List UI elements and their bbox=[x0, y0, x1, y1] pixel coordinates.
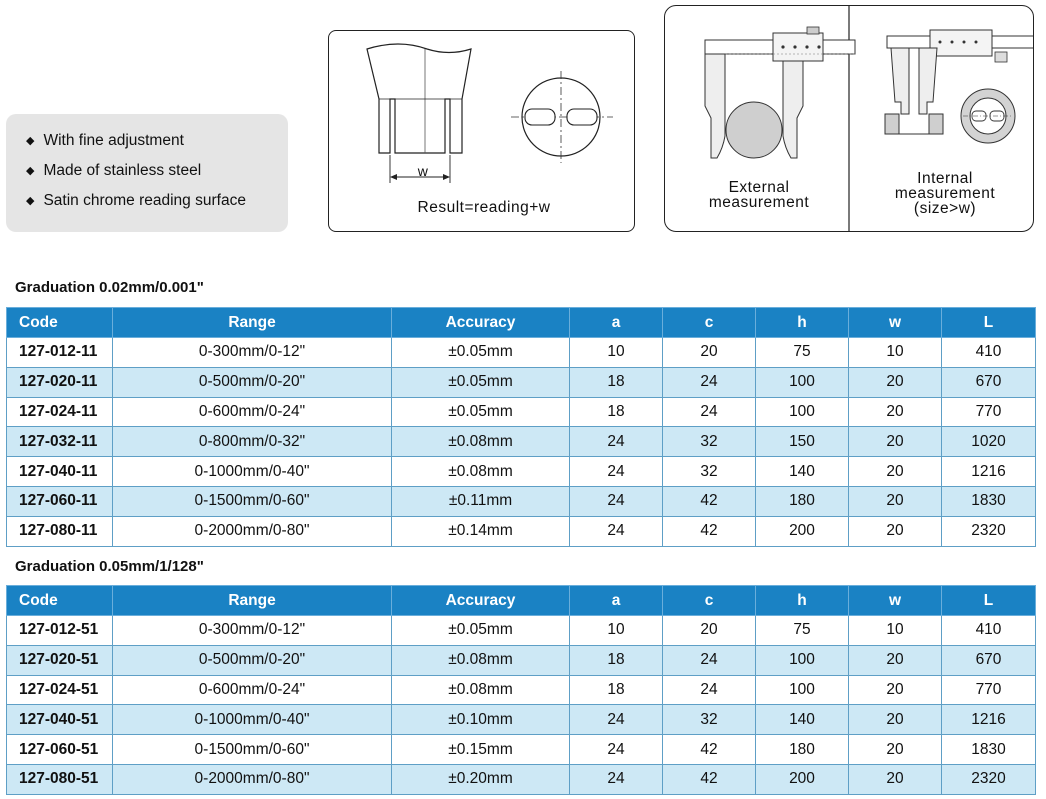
cell-a: 24 bbox=[570, 457, 663, 487]
cell-h: 100 bbox=[756, 367, 849, 397]
spec-table-graduation-002 bbox=[6, 307, 1036, 547]
cell-h: 140 bbox=[756, 457, 849, 487]
column-header-c: c bbox=[663, 308, 756, 338]
cell-l: 2320 bbox=[942, 764, 1036, 794]
cell-accuracy: ±0.08mm bbox=[392, 675, 570, 705]
table-row bbox=[7, 616, 1036, 646]
feature-item bbox=[26, 130, 288, 160]
external-caption-line2: measurement bbox=[708, 194, 810, 211]
column-header-accuracy: Accuracy bbox=[392, 586, 570, 616]
cell-w: 20 bbox=[849, 486, 942, 516]
column-header-range: Range bbox=[113, 586, 392, 616]
diamond-bullet-icon: ◆ bbox=[26, 165, 35, 177]
result-caption: Result=reading+w bbox=[417, 199, 551, 216]
cell-code: 127-060-51 bbox=[7, 735, 113, 765]
cell-accuracy: ±0.08mm bbox=[392, 645, 570, 675]
table-row bbox=[7, 735, 1036, 765]
column-header-h: h bbox=[756, 308, 849, 338]
table-row bbox=[7, 486, 1036, 516]
cell-accuracy: ±0.08mm bbox=[392, 457, 570, 487]
external-caption-line1: External bbox=[728, 179, 790, 196]
cell-c: 24 bbox=[663, 367, 756, 397]
cell-w: 20 bbox=[849, 735, 942, 765]
external-caliper-icon bbox=[705, 27, 855, 158]
cell-range: 0-2000mm/0-80" bbox=[113, 764, 392, 794]
cell-code: 127-080-11 bbox=[7, 516, 113, 546]
cell-l: 1830 bbox=[942, 735, 1036, 765]
cell-l: 1216 bbox=[942, 705, 1036, 735]
cell-accuracy: ±0.15mm bbox=[392, 735, 570, 765]
features-panel bbox=[6, 114, 288, 232]
cell-range: 0-600mm/0-24" bbox=[113, 397, 392, 427]
cell-range: 0-600mm/0-24" bbox=[113, 675, 392, 705]
cell-l: 770 bbox=[942, 675, 1036, 705]
cell-c: 24 bbox=[663, 675, 756, 705]
cell-code: 127-024-11 bbox=[7, 397, 113, 427]
cell-h: 180 bbox=[756, 735, 849, 765]
table-row bbox=[7, 764, 1036, 794]
cell-c: 42 bbox=[663, 735, 756, 765]
cell-c: 32 bbox=[663, 427, 756, 457]
column-header-code: Code bbox=[7, 308, 113, 338]
table-body bbox=[7, 338, 1036, 547]
cell-a: 24 bbox=[570, 516, 663, 546]
cell-range: 0-1000mm/0-40" bbox=[113, 457, 392, 487]
spec-table-graduation-005 bbox=[6, 585, 1036, 795]
cell-l: 1216 bbox=[942, 457, 1036, 487]
column-header-accuracy: Accuracy bbox=[392, 308, 570, 338]
cell-h: 75 bbox=[756, 338, 849, 368]
table-body bbox=[7, 616, 1036, 795]
table-row bbox=[7, 367, 1036, 397]
cell-w: 20 bbox=[849, 764, 942, 794]
internal-caption-line3: (size>w) bbox=[913, 200, 977, 217]
cell-c: 24 bbox=[663, 645, 756, 675]
cell-c: 32 bbox=[663, 457, 756, 487]
feature-text: With fine adjustment bbox=[43, 132, 184, 149]
cell-l: 410 bbox=[942, 338, 1036, 368]
cell-a: 24 bbox=[570, 427, 663, 457]
internal-caliper-icon bbox=[885, 30, 1034, 143]
cell-w: 20 bbox=[849, 645, 942, 675]
cell-c: 20 bbox=[663, 338, 756, 368]
table-row bbox=[7, 705, 1036, 735]
w-dimension-label: w bbox=[417, 163, 429, 179]
cell-c: 42 bbox=[663, 486, 756, 516]
cell-code: 127-040-11 bbox=[7, 457, 113, 487]
diamond-bullet-icon: ◆ bbox=[26, 135, 35, 147]
cell-accuracy: ±0.05mm bbox=[392, 338, 570, 368]
cell-accuracy: ±0.08mm bbox=[392, 427, 570, 457]
cell-code: 127-080-51 bbox=[7, 764, 113, 794]
cell-range: 0-800mm/0-32" bbox=[113, 427, 392, 457]
cell-a: 18 bbox=[570, 645, 663, 675]
cell-a: 24 bbox=[570, 764, 663, 794]
cell-accuracy: ±0.11mm bbox=[392, 486, 570, 516]
internal-caption-line1: Internal bbox=[917, 170, 973, 187]
cell-w: 10 bbox=[849, 616, 942, 646]
table-header-row bbox=[7, 308, 1036, 338]
internal-caption-line2: measurement bbox=[894, 185, 996, 202]
table-row bbox=[7, 675, 1036, 705]
column-header-a: a bbox=[570, 586, 663, 616]
jaw-width-diagram bbox=[328, 30, 635, 232]
cell-accuracy: ±0.10mm bbox=[392, 705, 570, 735]
table-row bbox=[7, 397, 1036, 427]
cell-accuracy: ±0.20mm bbox=[392, 764, 570, 794]
cell-range: 0-1500mm/0-60" bbox=[113, 486, 392, 516]
cell-code: 127-020-51 bbox=[7, 645, 113, 675]
cell-accuracy: ±0.05mm bbox=[392, 616, 570, 646]
cell-w: 20 bbox=[849, 516, 942, 546]
cell-h: 200 bbox=[756, 764, 849, 794]
cell-w: 20 bbox=[849, 457, 942, 487]
table-row bbox=[7, 338, 1036, 368]
cell-a: 24 bbox=[570, 735, 663, 765]
section-title-graduation-005: Graduation 0.05mm/1/128" bbox=[15, 558, 204, 575]
feature-text: Satin chrome reading surface bbox=[43, 192, 246, 209]
cell-range: 0-1500mm/0-60" bbox=[113, 735, 392, 765]
cell-a: 24 bbox=[570, 705, 663, 735]
cell-c: 32 bbox=[663, 705, 756, 735]
cell-w: 20 bbox=[849, 675, 942, 705]
cell-h: 75 bbox=[756, 616, 849, 646]
cell-h: 100 bbox=[756, 675, 849, 705]
column-header-w: w bbox=[849, 308, 942, 338]
cell-c: 20 bbox=[663, 616, 756, 646]
cell-l: 670 bbox=[942, 645, 1036, 675]
cell-a: 24 bbox=[570, 486, 663, 516]
cell-w: 10 bbox=[849, 338, 942, 368]
table-row bbox=[7, 516, 1036, 546]
cell-h: 180 bbox=[756, 486, 849, 516]
table-row bbox=[7, 427, 1036, 457]
cell-a: 10 bbox=[570, 338, 663, 368]
cell-range: 0-300mm/0-12" bbox=[113, 616, 392, 646]
cell-c: 42 bbox=[663, 516, 756, 546]
cell-code: 127-032-11 bbox=[7, 427, 113, 457]
cell-code: 127-012-11 bbox=[7, 338, 113, 368]
section-title-graduation-002: Graduation 0.02mm/0.001" bbox=[15, 279, 204, 296]
column-header-w: w bbox=[849, 586, 942, 616]
cell-range: 0-500mm/0-20" bbox=[113, 367, 392, 397]
feature-item bbox=[26, 160, 288, 190]
feature-item bbox=[26, 190, 288, 220]
column-header-code: Code bbox=[7, 586, 113, 616]
cell-code: 127-024-51 bbox=[7, 675, 113, 705]
cell-h: 100 bbox=[756, 397, 849, 427]
cell-a: 10 bbox=[570, 616, 663, 646]
cell-w: 20 bbox=[849, 367, 942, 397]
cell-range: 0-300mm/0-12" bbox=[113, 338, 392, 368]
cell-accuracy: ±0.05mm bbox=[392, 367, 570, 397]
cell-h: 100 bbox=[756, 645, 849, 675]
cell-range: 0-500mm/0-20" bbox=[113, 645, 392, 675]
cell-l: 670 bbox=[942, 367, 1036, 397]
cell-w: 20 bbox=[849, 705, 942, 735]
feature-text: Made of stainless steel bbox=[43, 162, 202, 179]
cell-l: 410 bbox=[942, 616, 1036, 646]
cell-w: 20 bbox=[849, 397, 942, 427]
measurement-types-diagram bbox=[664, 5, 1034, 232]
cell-h: 140 bbox=[756, 705, 849, 735]
cell-range: 0-1000mm/0-40" bbox=[113, 705, 392, 735]
cell-a: 18 bbox=[570, 675, 663, 705]
column-header-l: L bbox=[942, 586, 1036, 616]
cell-code: 127-020-11 bbox=[7, 367, 113, 397]
cell-a: 18 bbox=[570, 397, 663, 427]
cell-accuracy: ±0.05mm bbox=[392, 397, 570, 427]
column-header-h: h bbox=[756, 586, 849, 616]
cell-a: 18 bbox=[570, 367, 663, 397]
column-header-a: a bbox=[570, 308, 663, 338]
cell-l: 2320 bbox=[942, 516, 1036, 546]
cell-l: 770 bbox=[942, 397, 1036, 427]
cell-c: 24 bbox=[663, 397, 756, 427]
cell-code: 127-012-51 bbox=[7, 616, 113, 646]
diamond-bullet-icon: ◆ bbox=[26, 195, 35, 207]
column-header-l: L bbox=[942, 308, 1036, 338]
table-header-row bbox=[7, 586, 1036, 616]
cell-h: 200 bbox=[756, 516, 849, 546]
table-row bbox=[7, 457, 1036, 487]
table-row bbox=[7, 645, 1036, 675]
cell-w: 20 bbox=[849, 427, 942, 457]
cell-accuracy: ±0.14mm bbox=[392, 516, 570, 546]
cell-range: 0-2000mm/0-80" bbox=[113, 516, 392, 546]
cell-code: 127-040-51 bbox=[7, 705, 113, 735]
column-header-c: c bbox=[663, 586, 756, 616]
cell-h: 150 bbox=[756, 427, 849, 457]
column-header-range: Range bbox=[113, 308, 392, 338]
cell-l: 1830 bbox=[942, 486, 1036, 516]
cell-c: 42 bbox=[663, 764, 756, 794]
cell-code: 127-060-11 bbox=[7, 486, 113, 516]
cell-l: 1020 bbox=[942, 427, 1036, 457]
